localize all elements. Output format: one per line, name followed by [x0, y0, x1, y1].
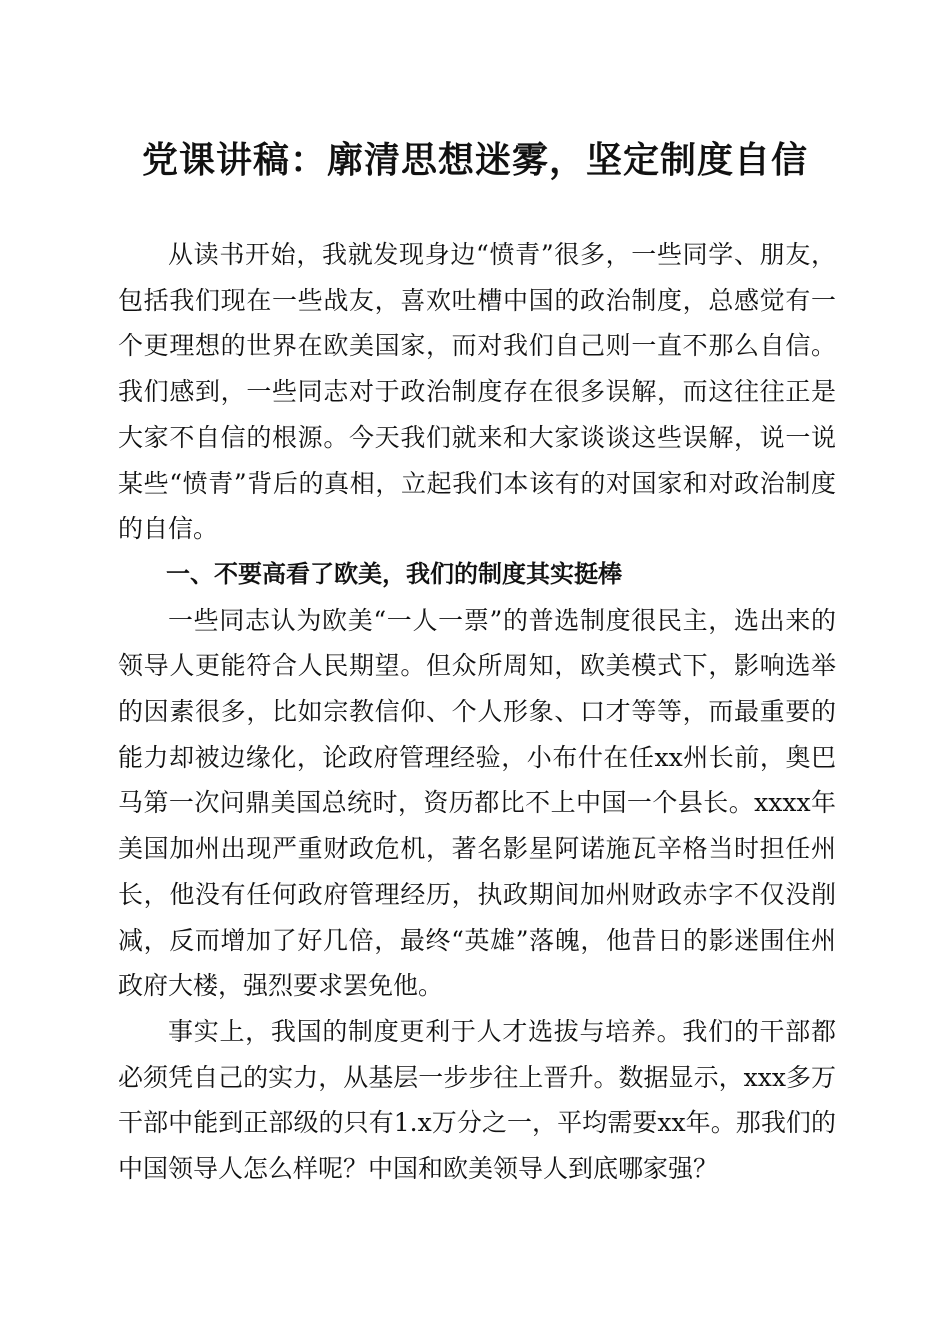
- paragraph-talent-selection: 事实上，我国的制度更利于人才选拔与培养。我们的干部都必须凭自己的实力，从基层一步步往上晋升。数据显示，xxx多万干部中能到正部级的只有1.x万分之一，平均需要xx年。那我们的中国领导人怎么样呢？中国和欧美领导人到底哪家强？: [118, 1016, 836, 1184]
- document-body: [118, 232, 836, 1192]
- section-heading-1: 一、不要高看了欧美，我们的制度其实挺棒: [166, 559, 622, 588]
- paragraph-election-comparison: 一些同志认为欧美“一人一票”的普选制度很民主，选出来的领导人更能符合人民期望。但众所周知，欧美模式下，影响选举的因素很多，比如宗教信仰、个人形象、口才等等，而最重要的能力却被边缘化，论政府管理经验，小布什在任xx州长前，奥巴马第一次问鼎美国总统时，资历都比不上中国一个县长。xxxx年美国加州出现严重财政危机，著名影星阿诺施瓦辛格当时担任州长，他没有任何政府管理经历，执政期间加州财政赤字不仅没削减，反而增加了好几倍，最终“英雄”落魄，他昔日的影迷围住州政府大楼，强烈要求罢免他。: [118, 605, 836, 1001]
- document-title: 党课讲稿：廓清思想迷雾，坚定制度自信: [141, 139, 808, 181]
- paragraph-intro: 从读书开始，我就发现身边“愤青”很多，一些同学、朋友，包括我们现在一些战友，喜欢吐槽中国的政治制度，总感觉有一个更理想的世界在欧美国家，而对我们自己则一直不那么自信。我们感到，一些同志对于政治制度存在很多误解，而这往往正是大家不自信的根源。今天我们就来和大家谈谈这些误解，说一说某些“愤青”背后的真相，立起我们本该有的对国家和对政治制度的自信。: [118, 240, 836, 544]
